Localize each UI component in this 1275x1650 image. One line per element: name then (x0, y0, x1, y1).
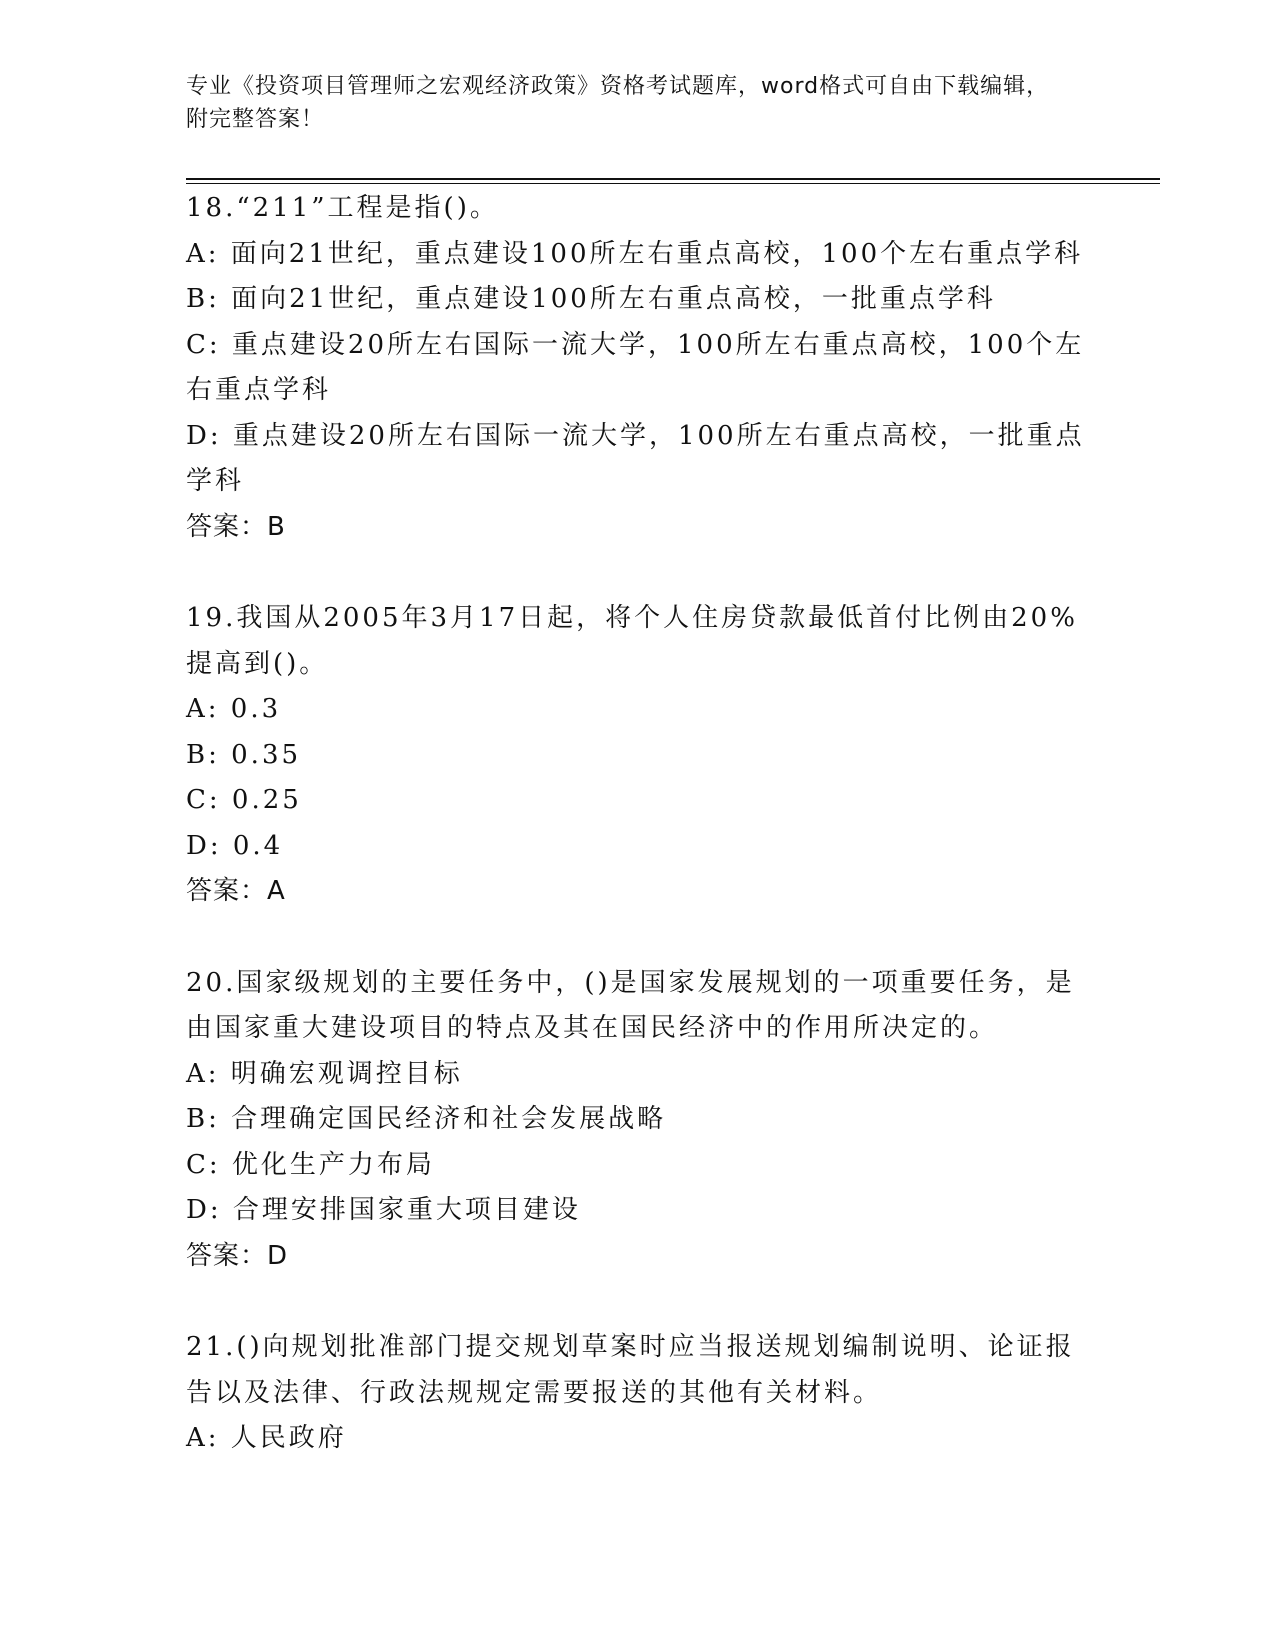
option-d: D: 合理安排国家重大项目建设 (186, 1195, 581, 1225)
answer-label: 答案：A (186, 876, 286, 906)
option-a: A: 0.3 (186, 694, 282, 724)
option-d: D: 重点建设20所左右国际一流大学，100所左右重点高校，一批重点学科 (186, 420, 1085, 496)
question-stem: 18.“211”工程是指()。 (186, 193, 499, 223)
answer-label: 答案：D (186, 1240, 289, 1271)
option-a: A: 人民政府 (186, 1423, 347, 1453)
question-stem: 20.国家级规划的主要任务中，()是国家发展规划的一项重要任务，是由国家重大建设项目的特点及其在国民经济中的作用所决定的。 (186, 967, 1075, 1043)
option-a: A: 明确宏观调控目标 (186, 1058, 463, 1089)
option-c: C: 重点建设20所左右国际一流大学，100所左右重点高校，100个左右重点学科 (186, 329, 1085, 405)
question-21 (186, 1325, 1086, 1462)
answer-label: 答案：B (186, 511, 286, 542)
document-header: 专业《投资项目管理师之宏观经济政策》资格考试题库，word格式可自由下载编辑，附完整答案！ (186, 74, 1050, 132)
header-divider-thick (186, 178, 1160, 180)
question-19 (186, 596, 1086, 915)
question-stem: 19.我国从2005年3月17日起，将个人住房贷款最低首付比例由20%提高到()。 (186, 603, 1078, 679)
header-divider-thin (186, 183, 1160, 184)
option-c: C: 优化生产力布局 (186, 1149, 435, 1180)
option-a: A: 面向21世纪，重点建设100所左右重点高校，100个左右重点学科 (186, 238, 1084, 269)
question-18 (186, 186, 1086, 550)
option-b: B: 合理确定国民经济和社会发展战略 (186, 1104, 667, 1134)
option-d: D: 0.4 (186, 830, 284, 861)
question-stem: 21.()向规划批准部门提交规划草案时应当报送规划编制说明、论证报告以及法律、行政法规规定需要报送的其他有关材料。 (186, 1332, 1075, 1408)
option-b: B: 面向21世纪，重点建设100所左右重点高校，一批重点学科 (186, 284, 996, 314)
option-b: B: 0.35 (186, 739, 302, 770)
question-list (186, 186, 1086, 1462)
option-c: C: 0.25 (186, 785, 302, 815)
question-20 (186, 961, 1086, 1280)
